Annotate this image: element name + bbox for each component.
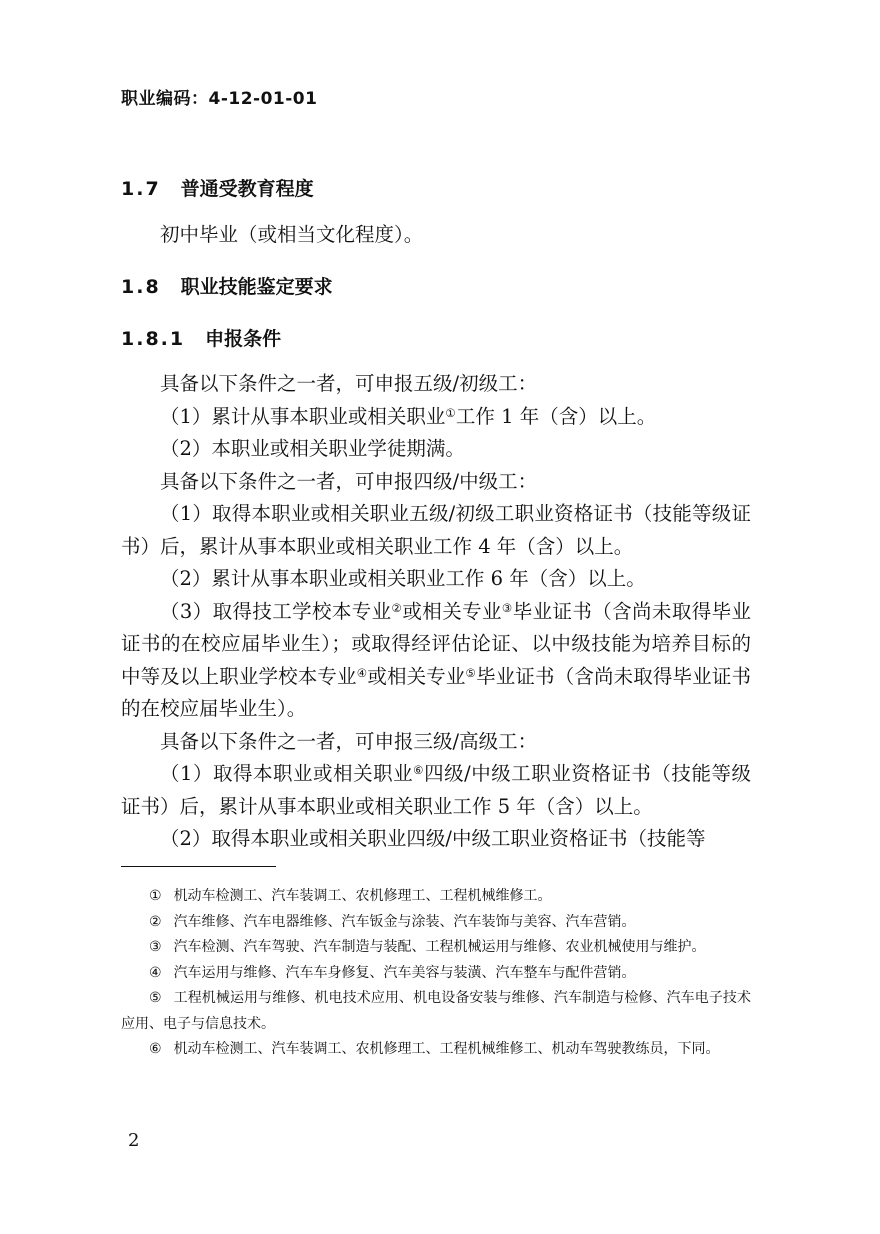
occupation-code: 职业编码：4-12-01-01	[121, 89, 318, 109]
paragraph	[121, 596, 751, 726]
text-run: 四级/中级工职业资格证书（技能等级证书）后，累计从事本职业或相关职业工作 5 年（含）以上。	[121, 762, 751, 818]
footnote-mark: ⑤	[149, 990, 162, 1006]
footnote-mark: ③	[149, 939, 162, 955]
footnote-ref: ②	[391, 600, 403, 615]
footnote-ref: ③	[501, 600, 513, 615]
paragraph	[121, 758, 751, 823]
paragraph: （1）取得本职业或相关职业五级/初级工职业资格证书（技能等级证书）后，累计从事本职业或相关职业工作 4 年（含）以上。	[121, 502, 751, 558]
section-title: 普通受教育程度	[180, 178, 314, 200]
footnote-mark: ①	[149, 888, 162, 904]
section-1-8-heading	[121, 272, 333, 299]
paragraph: 具备以下条件之一者，可申报三级/高级工：	[160, 729, 538, 753]
section-1-8-1-body	[121, 368, 751, 856]
section-title: 申报条件	[205, 328, 282, 350]
footnote-text: 汽车维修、汽车电器维修、汽车钣金与涂装、汽车装饰与美容、汽车营销。	[173, 913, 636, 930]
text-run: 工作 1 年（含）以上。	[455, 404, 657, 428]
section-1-7-body	[121, 219, 751, 252]
section-title: 职业技能鉴定要求	[180, 276, 333, 298]
footnote	[121, 884, 751, 910]
footnote-text: 汽车运用与维修、汽车车身修复、汽车美容与装潢、汽车整车与配件营销。	[173, 964, 636, 981]
text-run: （1）取得本职业或相关职业	[160, 762, 414, 785]
paragraph	[121, 401, 751, 434]
text-run: 或相关专业	[367, 664, 466, 688]
footnote-text: 汽车检测、汽车驾驶、汽车制造与装配、工程机械运用与维修、农业机械使用与维护。	[173, 939, 706, 955]
footnote	[121, 1037, 751, 1063]
footnote-ref: ⑤	[465, 665, 477, 680]
paragraph: 具备以下条件之一者，可申报五级/初级工：	[160, 372, 538, 395]
paragraph: （2）取得本职业或相关职业四级/中级工职业资格证书（技能等	[160, 827, 706, 850]
page-number: 2	[128, 1130, 140, 1151]
section-1-7-heading	[121, 174, 314, 201]
footnotes	[121, 884, 751, 1063]
text-run: 毕业证书（含尚未取得毕业证书的在校应届毕业生）。	[121, 664, 751, 720]
footnote-ref: ⑥	[413, 763, 425, 777]
footnote-mark: ②	[149, 913, 162, 930]
paragraph: （2）累计从事本职业或相关职业工作 6 年（含）以上。	[160, 567, 646, 590]
section-number: 1.8	[121, 276, 161, 298]
section-1-8-1-heading	[121, 324, 281, 351]
paragraph: 具备以下条件之一者，可申报四级/中级工：	[160, 469, 538, 493]
footnote	[121, 910, 751, 936]
footnote	[121, 935, 751, 961]
footnote-mark: ⑥	[149, 1041, 162, 1057]
section-number: 1.7	[121, 178, 161, 200]
footnote	[121, 961, 751, 987]
footnote-mark: ④	[149, 964, 162, 981]
section-number: 1.8.1	[121, 328, 186, 350]
footnote-text: 机动车检测工、汽车装调工、农机修理工、工程机械维修工、机动车驾驶教练员，下同。	[173, 1041, 720, 1057]
footnote-text: 工程机械运用与维修、机电技术应用、机电设备安装与维修、汽车制造与检修、汽车电子技术应用、电子与信息技术。	[121, 990, 751, 1032]
footnote	[121, 986, 751, 1037]
footnote-text: 机动车检测工、汽车装调工、农机修理工、工程机械维修工。	[173, 888, 552, 904]
text-run: 毕业证书（含尚未取得毕业证书的在校应届毕业生）；或取得经评估论证、以中级技能为培养目标的中等及以上职业学校本专业	[121, 599, 751, 688]
text-run: （3）取得技工学校本专业	[160, 599, 392, 623]
footnote-ref: ④	[356, 665, 368, 680]
paragraph: （2）本职业或相关职业学徒期满。	[160, 437, 465, 460]
paragraph: 初中毕业（或相当文化程度）。	[160, 223, 424, 246]
footnote-divider	[121, 866, 276, 867]
text-run: （1）累计从事本职业或相关职业	[160, 404, 446, 428]
text-run: 或相关专业	[402, 599, 502, 623]
footnote-ref: ①	[445, 405, 456, 420]
